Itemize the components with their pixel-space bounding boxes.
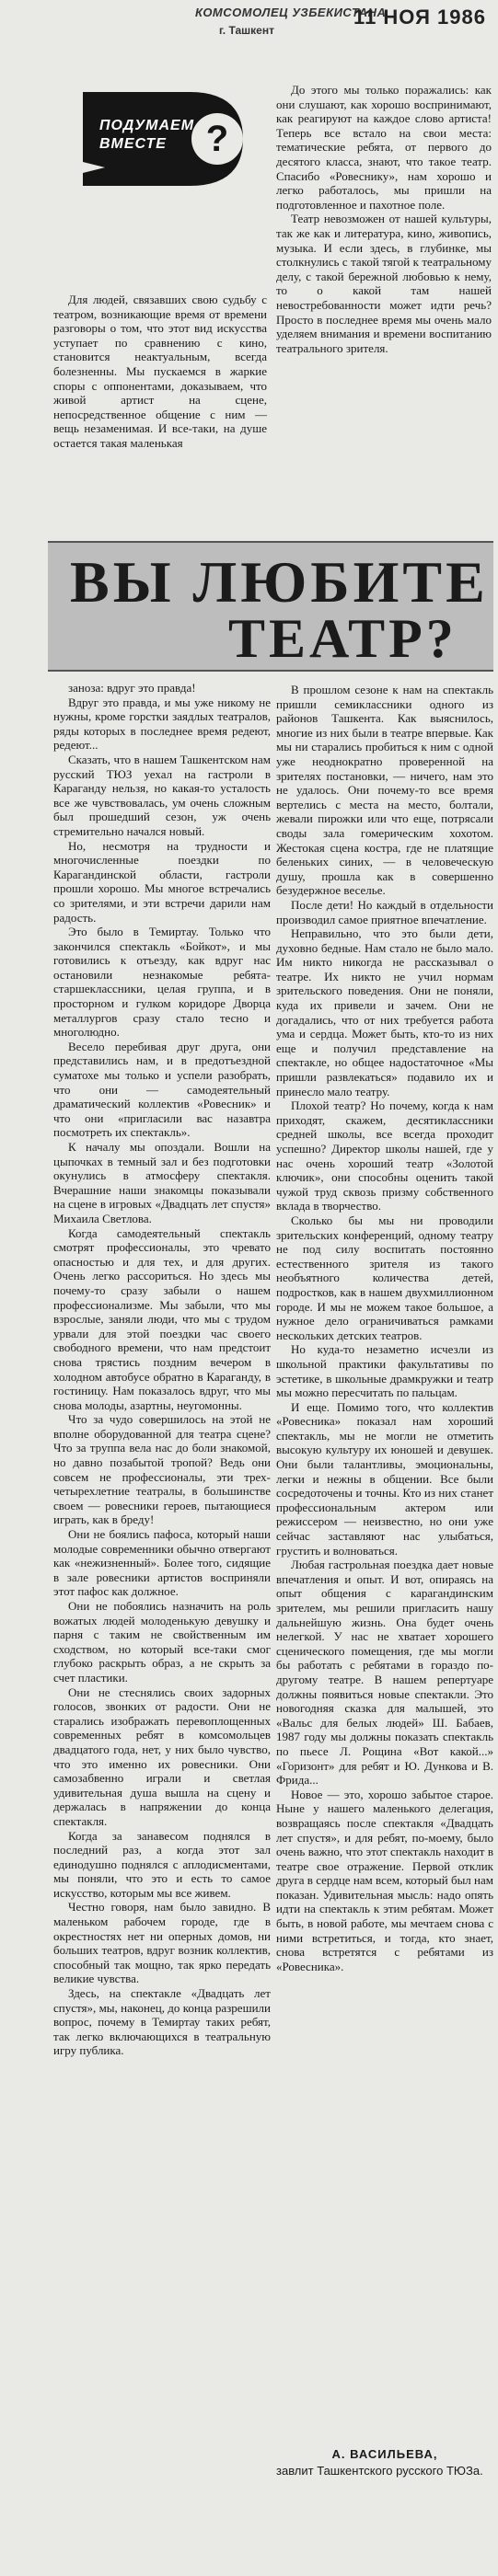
column-right-intro bbox=[276, 83, 492, 355]
masthead bbox=[195, 6, 492, 50]
paragraph: Но куда-то незаметно исчезли из школьной практики факультативы по эстетике, в школьные драмкружки и театр мы можно пересчитать по пальцам. bbox=[276, 1342, 493, 1400]
paragraph: После дети! Но каждый в отдельности производил самое приятное впечатление. bbox=[276, 897, 493, 926]
column-left-intro bbox=[53, 293, 267, 451]
paragraph: Сказать, что в нашем Ташкентском нам русский ТЮЗ уехал на гастроли в Караганду нельзя, но какая-то усталость все же чувствовалась, ум очень сложным был прошедший сезон, уж очень стремительно начался новый. bbox=[53, 752, 271, 838]
paragraph: Честно говоря, нам было завидно. В маленьком рабочем городе, где в окрестностях нет ни оперных домов, ни больших театров, вдруг возник коллектив, способный так мощно, так ярко передать великие чувства. bbox=[53, 1900, 271, 1986]
paragraph: Что за чудо совершилось на этой не вполне оборудованной для театра сцене? Что за труппа вела нас до боли знакомой, но давно позабытой тропой? Ведь они совсем не профессионалы, эти трех-четырехлетние театралы, в большинстве своем — ровесники героев, пытающиеся играть, как в бреду! bbox=[53, 1412, 271, 1527]
headline-line-1: ВЫ ЛЮБИТЕ bbox=[70, 549, 489, 615]
paragraph: Весело перебивая друг друга, они представились нам, и в предотъездной суматохе мы только и успели разобрать, что они — самодеятельный драматический коллектив «Ровесник» и что они «пригласили вас назавтра посмотреть их спектакль». bbox=[53, 1039, 271, 1140]
paragraph: Новое — это, хорошо забытое старое. Ныне у нашего маленького делегация, возвращаясь после спектакля «Двадцать лет спустя», и для ребят, по-моему, было очень важно, что этот спектакль находит в театре свое отражение. Первой отклик друга в сердце нам всем, который был нам показан. Удивительная мысль: надо опять идти на спектакль к этим ребятам. Может быть, в новой работе, мы мечтаем снова с ними встретиться, и тогда, кто знает, снова встретятся с ребятами из «Ровесника». bbox=[276, 1787, 493, 1973]
paragraph: Для людей, связавших свою судьбу с театром, возникающие время от времени разговоры о том, что этот вид искусства уступает по сравнению с кино, становится неактуальным, всегда болезненны. Мы пускаемся в жаркие споры с оппонентами, доказываем, что живой артист на сцене, непосредственное общение с ним — вещь незаменимая. И все-таки, на душе остается такая маленькая bbox=[53, 293, 267, 450]
rubric-logo bbox=[79, 85, 254, 193]
column-left-main bbox=[53, 681, 271, 2058]
question-mark-icon: ? bbox=[205, 119, 229, 159]
paragraph: Любая гастрольная поездка дает новые впечатления и опыт. И вот, опираясь на опыт общения с карагандинским зрителем, мы решили пригласить нашу дальнейшую жизнь. Она будет очень нелегкой. У нас не хватает хорошего сценического помещения, где мы могли бы работать с ребятами в гораздо по-другому театре. В нашем репертуаре должны появиться новые спектакли. Это новогодняя сказка для малышей, это «Вальс для белых людей» Ш. Бабаев, 1987 году мы должны показать спектакль по пьесе Л. Рощина «Вот какой...» «Горизонт» для ребят и Ю. Дункова и В. Фрида... bbox=[276, 1558, 493, 1788]
paragraph: Сколько бы мы ни проводили зрительских конференций, одному театру не под силу воспитать постоянно естественного зрителя из такого необъятного количества детей, подростков, как в нашем двухмиллионном городе. И мы не можем такое большое, а нужное дело ограничиваться рамками нескольких детских театров. bbox=[276, 1213, 493, 1342]
author-name: А. ВАСИЛЬЕВА, bbox=[331, 2447, 438, 2461]
paragraph: Плохой театр? Но почему, когда к нам приходят, скажем, десятиклассники средней школы, все всегда проходит успешно? Директор школы нашей, где у нас очень хороший театр «Золотой ключик», они способны оценить такой чужой труд сквозь призму собственного вклада в творчество. bbox=[276, 1098, 493, 1213]
headline bbox=[48, 541, 493, 672]
paragraph: заноза: вдруг это правда! bbox=[68, 681, 196, 695]
paragraph: Вдруг это правда, и мы уже никому не нужны, кроме горстки заядлых театралов, ряды которых в последнее время редеют, редеют... bbox=[53, 695, 271, 753]
date-stamp: 11 НОЯ 1986 bbox=[353, 6, 486, 29]
rubric-line-1: ПОДУМАЕМ bbox=[99, 118, 195, 133]
newspaper-city: г. Ташкент bbox=[219, 24, 274, 37]
paragraph: В прошлом сезоне к нам на спектакль пришли семиклассники одного из районов Ташкента. Как выяснилось, многие из них были в театре впервые. Как мы ни старались пробиться к ним с одной уже неоднократно проверенной на зрителях постановки, — ничего, нам это не удалось. Они почему-то все время вертелись с места на место, болтали, жевали пирожки или что еще, потрясали своды зала гомерическим хохотом. Жестокая сцена костра, где не платящие беленьких синих, — в человеческую душу, прошла как в совершенно безудержное веселье. bbox=[276, 683, 493, 898]
rubric-line-2: ВМЕСТЕ bbox=[99, 136, 167, 152]
headline-line-2: ТЕАТР? bbox=[228, 608, 457, 669]
paragraph: Они не боялись пафоса, который наши молодые современники обычно отвергают как «нежизненный». Более того, сидящие в зале ровесники артистов восприняли этот пафос как должное. bbox=[53, 1527, 271, 1599]
paragraph: И еще. Помимо того, что коллектив «Ровесника» показал нам хороший спектакль, мы не могли не отметить высокую культуру их юношей и девушек. Они были талантливы, эмоциональны, легки и нежны в общении. Все были сосредоточены и точны. Кто из них станет профессиональным актером или режиссером — неизвестно, но они уже сейчас заставляют нас улыбаться, грустить и волноваться. bbox=[276, 1399, 493, 1558]
paragraph: К началу мы опоздали. Вошли на цыпочках в темный зал и без подготовки окунулись в атмосферу спектакля. Вчерашние наши знакомцы показывали на сцене в игровых «Двадцать лет спустя» Михаила Светлова. bbox=[53, 1140, 271, 1225]
paragraph: Но, несмотря на трудности и многочисленные поездки по Карагандинской области, гастроли прошли хорошо. Мы многое встречались со зрителями, и эти встречи дарили нам радость. bbox=[53, 838, 271, 925]
newspaper-name: КОМСОМОЛЕЦ УЗБЕКИСТАНА bbox=[195, 6, 387, 19]
paragraph: Неправильно, что это были дети, духовно бедные. Нам стало не было мало. Им никто никогда не рассказывал о театре. Их никто не учил нормам зрительского поведения. Они не поняли, куда их привели и зачем. Они не догадались, что от них требуется работа ума и сердца. Может быть, кто-то из них еще и получил представление на спектакле, но общее надостаточное «Мы пришли развлекаться» подавило их и принесло мало театру. bbox=[276, 926, 493, 1098]
paragraph: Когда самодеятельный спектакль смотрят профессионалы, это чревато опасностью и для тех, и для других. Очень легко рассориться. Но здесь мы почему-то сразу забыли о нашем профессионализме. Мы забыли, что мы взрослые, заняли люди, что мы с трудом урвали для этой поездки час своего свободного времени, что нам предстоит снова трястись поздним вечером в холодном автобусе обратно в Караганду, в гостиницу. Нам показалось вдруг, что мы снова молоды, азартны, неугомонны. bbox=[53, 1225, 271, 1412]
paragraph: Это было в Темиртау. Только что закончился спектакль «Бойкот», и мы готовились к отъезду, как вдруг нас остановили незнакомые ребята-старшеклассники, целая группа, и в просторном и гулком коридоре Дворца металлургов сразу стало тесно и многолюдно. bbox=[53, 925, 271, 1040]
author-title: завлит Ташкентского русского ТЮЗа. bbox=[276, 2463, 483, 2478]
paragraph: Они не стеснялись своих задорных голосов, звонких от радости. Они не старались изображать перевоплощенных современных ребят в комсомольцев двадцатого года, нет, у них было чувство, что это именно их ровесники. Они самозабвенно играли и светлая удивительная душа вышла на сцену и держалась в напряжении до конца спектакля. bbox=[53, 1685, 271, 1828]
paragraph: Здесь, на спектакле «Двадцать лет спустя», мы, наконец, до конца разрешили вопрос, почему в Темиртау таких ребят, так легко включающихся в театральную игру публика. bbox=[53, 1986, 271, 2058]
column-right-main bbox=[276, 683, 493, 1973]
paragraph: Они не побоялись назначить на роль вожатых людей молоденькую девушку и парня с таким не свойственным им сходством, но который все-таки смог глубоко раскрыть образ, а не скрыть за счет пластики. bbox=[53, 1599, 271, 1685]
paragraph: Когда за занавесом поднялся в последний раз, а когда этот зал единодушно поднялся с аплодисментами, мы поняли, что это и есть то самое искусство, которым мы все живем. bbox=[53, 1828, 271, 1900]
paragraph: До этого мы только поражались: как они слушают, как хорошо воспринимают, как реагируют на каждое слово артиста! Теперь все встало на свои места: тематические ребята, от первого до десятого класса, знают, что такое театр. Спасибо «Ровеснику», нам хорошо и легко работалось, мы пришли на подготовленное и пахотное поле. bbox=[276, 83, 492, 212]
paragraph: Театр невозможен от нашей культуры, так же как и литература, кино, живопись, музыка. И если здесь, в глубинке, мы столкнулись с такой тягой к театральному делу, с такой бережной любовью к нему, то о какой там нашей невостребованности может идти речь? Просто в последнее время мы очень мало уделяем внимания и времени воспитанию театрального зрителя. bbox=[276, 212, 492, 355]
author-signature bbox=[276, 2447, 493, 2478]
